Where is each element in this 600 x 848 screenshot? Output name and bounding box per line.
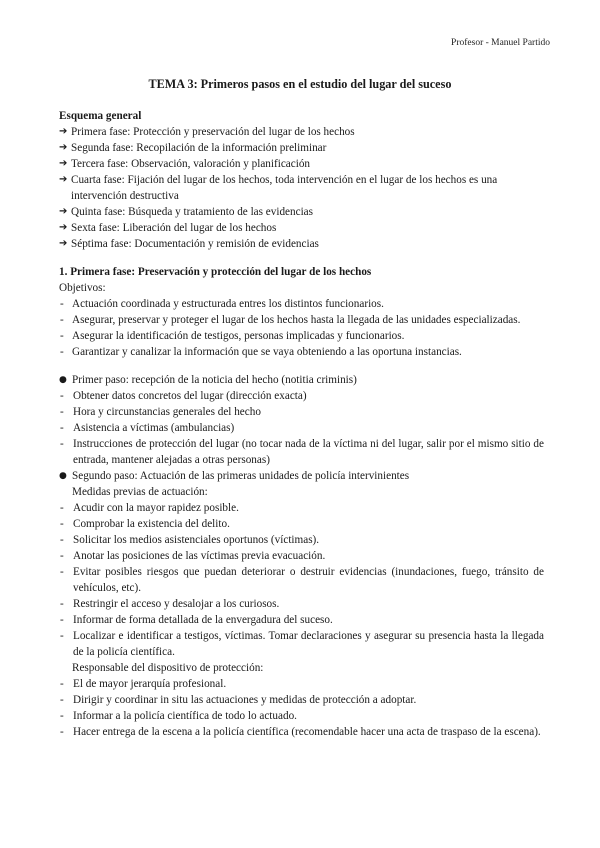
list-item: - Comprobar la existencia del delito. <box>59 516 544 532</box>
page-title: TEMA 3: Primeros pasos en el estudio del lugar del suceso <box>148 77 452 91</box>
fase1-heading: 1. Primera fase: Preservación y protección del lugar de los hechos <box>59 266 372 278</box>
medidas-list <box>59 500 544 660</box>
list-item: - Asistencia a víctimas (ambulancias) <box>59 420 544 436</box>
esquema-item: ➔ Cuarta fase: Fijación del lugar de los hechos, toda intervención en el lugar de los hechos es una intervención destructiva <box>59 174 498 202</box>
segundo-paso: ● Segundo paso: Actuación de las primeras unidades de policía intervinientes <box>59 470 410 482</box>
responsable-list <box>59 676 544 740</box>
list-item: - Dirigir y coordinar in situ las actuaciones y medidas de protección a adoptar. <box>59 692 544 708</box>
objetivos-label: Objetivos: <box>59 282 106 294</box>
list-item: - El de mayor jerarquía profesional. <box>59 676 544 692</box>
list-item: - Informar a la policía científica de todo lo actuado. <box>59 708 544 724</box>
responsable-label: Responsable del dispositivo de protección: <box>72 662 264 674</box>
primer-paso-list <box>59 388 544 468</box>
list-item: - Evitar posibles riesgos que puedan deteriorar o destruir evidencias (inundaciones, fuego, tránsito de vehículos, etc). <box>59 564 544 596</box>
esquema-heading: Esquema general <box>59 110 142 122</box>
esquema-item: ➔ Quinta fase: Búsqueda y tratamiento de las evidencias <box>59 206 314 218</box>
list-item: - Anotar las posiciones de las víctimas previa evacuación. <box>59 548 544 564</box>
esquema-item: ➔ Tercera fase: Observación, valoración y planificación <box>59 158 311 170</box>
arrow-icon: ➔ <box>59 142 68 153</box>
list-item: - Hora y circunstancias generales del hecho <box>59 404 544 420</box>
list-item: - Asegurar, preservar y proteger el lugar de los hechos hasta la llegada de las unidades especializadas. <box>59 312 544 328</box>
list-item: - Localizar e identificar a testigos, víctimas. Tomar declaraciones y asegurar su presencia hasta la llegada de la policía científica. <box>59 628 544 660</box>
list-item: - Actuación coordinada y estructurada entres los distintos funcionarios. <box>59 296 544 312</box>
document-body <box>59 108 544 740</box>
arrow-icon: ➔ <box>59 126 68 137</box>
arrow-icon: ➔ <box>59 238 68 249</box>
esquema-item: ➔ Séptima fase: Documentación y remisión de evidencias <box>59 238 319 250</box>
list-item: - Acudir con la mayor rapidez posible. <box>59 500 544 516</box>
list-item: - Obtener datos concretos del lugar (dirección exacta) <box>59 388 544 404</box>
esquema-item: ➔ Sexta fase: Liberación del lugar de los hechos <box>59 222 277 234</box>
primer-paso: ● Primer paso: recepción de la noticia del hecho (notitia criminis) <box>59 374 357 386</box>
list-item: - Hacer entrega de la escena a la policía científica (recomendable hacer una acta de traspaso de la escena). <box>59 724 544 740</box>
esquema-item: ➔ Segunda fase: Recopilación de la información preliminar <box>59 142 327 154</box>
header-author: Profesor - Manuel Partido <box>451 38 550 48</box>
medidas-label: Medidas previas de actuación: <box>72 486 208 498</box>
arrow-icon: ➔ <box>59 222 68 233</box>
list-item: - Garantizar y canalizar la información que se vaya obteniendo a las oportuna instancias. <box>59 344 544 360</box>
list-item: - Instrucciones de protección del lugar (no tocar nada de la víctima ni del lugar, salir por el mismo sitio de entrada, mantener alejadas a otras personas) <box>59 436 544 468</box>
arrow-icon: ➔ <box>59 158 68 169</box>
bullet-icon: ● <box>59 471 67 481</box>
arrow-icon: ➔ <box>59 174 68 185</box>
esquema-item: ➔ Primera fase: Protección y preservación del lugar de los hechos <box>59 126 355 138</box>
list-item: - Restringir el acceso y desalojar a los curiosos. <box>59 596 544 612</box>
objetivos-list <box>59 296 544 360</box>
list-item: - Informar de forma detallada de la envergadura del suceso. <box>59 612 544 628</box>
esquema-list <box>59 124 544 252</box>
arrow-icon: ➔ <box>59 206 68 217</box>
bullet-icon: ● <box>59 375 67 385</box>
list-item: - Asegurar la identificación de testigos, personas implicadas y funcionarios. <box>59 328 544 344</box>
list-item: - Solicitar los medios asistenciales oportunos (víctimas). <box>59 532 544 548</box>
